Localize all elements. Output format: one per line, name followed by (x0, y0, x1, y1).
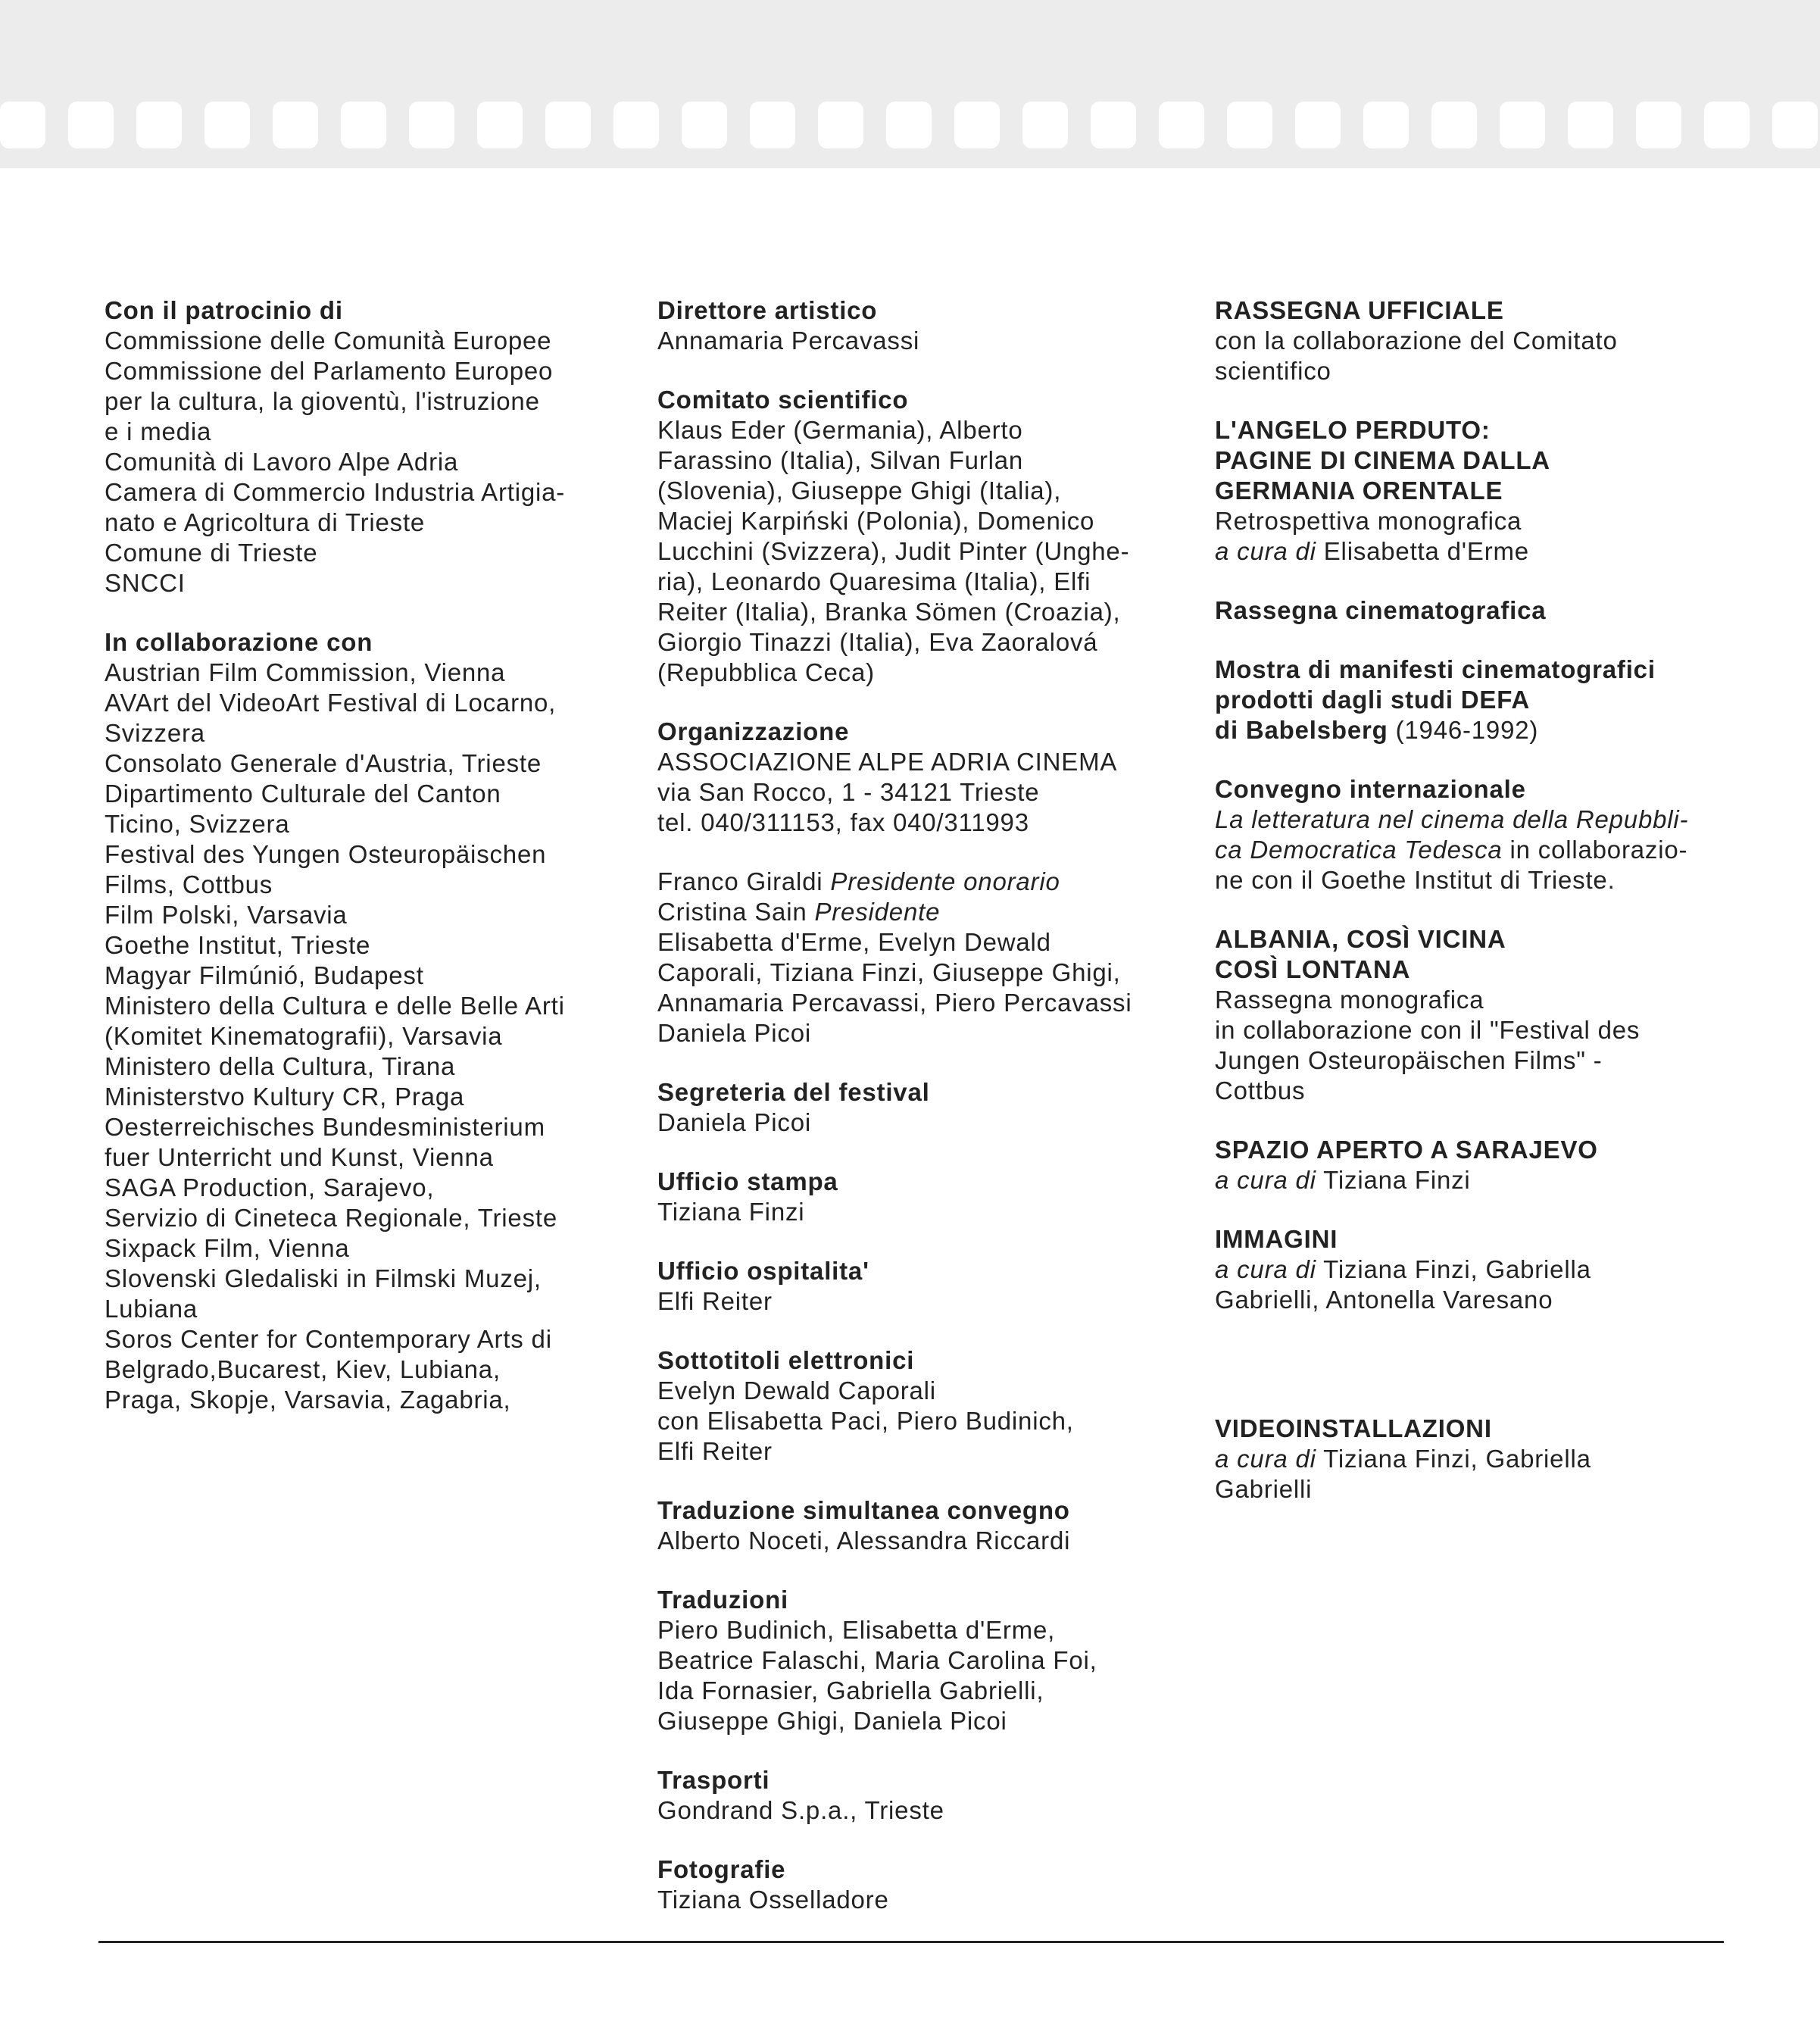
text-line: Films, Cottbus (105, 870, 273, 898)
italic-text: Presidente (814, 898, 941, 926)
section-heading: Direttore artistico (657, 296, 878, 324)
text-line: Lubiana (105, 1295, 198, 1323)
text-line: Piero Budinich, Elisabetta d'Erme, (657, 1616, 1056, 1644)
section-heading: PAGINE DI CINEMA DALLA (1215, 446, 1550, 474)
perforation-hole (1363, 102, 1409, 148)
perforation-hole (273, 102, 318, 148)
film-perforations (0, 102, 1820, 148)
text-line: Consolato Generale d'Austria, Trieste (105, 749, 542, 777)
text-segment: Daniela Picoi (657, 1019, 812, 1047)
italic-text: Presidente onorario (830, 867, 1060, 895)
perforation-hole (1295, 102, 1341, 148)
text-line: Elfi Reiter (657, 1287, 773, 1315)
text-line: nato e Agricoltura di Trieste (105, 508, 426, 536)
section-heading: Trasporti (657, 1766, 770, 1794)
text-segment: Rassegna monografica (1215, 986, 1484, 1014)
section-heading: RASSEGNA UFFICIALE (1215, 296, 1504, 324)
text-line: per la cultura, la gioventù, l'istruzione (105, 387, 540, 415)
perforation-hole (1227, 102, 1272, 148)
perforation-hole (1159, 102, 1204, 148)
text-line: fuer Unterricht und Kunst, Vienna (105, 1143, 494, 1171)
text-line (657, 867, 1188, 897)
text-line: SNCCI (105, 569, 186, 597)
text-line (1215, 865, 1745, 895)
italic-text: La letteratura nel cinema della Repubbli- (1215, 805, 1689, 833)
text-line: Giorgio Tinazzi (Italia), Eva Zaoralová (657, 628, 1098, 656)
text-line: tel. 040/311153, fax 040/311993 (657, 808, 1029, 836)
column-patrons (105, 295, 620, 1444)
text-line: Soros Center for Contemporary Arts di (105, 1325, 552, 1353)
text-line: (Slovenia), Giuseppe Ghigi (Italia), (657, 477, 1062, 505)
perforation-hole (477, 102, 523, 148)
text-line (1215, 506, 1745, 536)
section (657, 1077, 1188, 1138)
text-line: Tiziana Osselladore (657, 1886, 889, 1914)
text-line (1215, 715, 1745, 745)
section-heading: Organizzazione (657, 717, 850, 745)
text-line: Belgrado,Bucarest, Kiev, Lubiana, (105, 1355, 501, 1383)
column-staff (657, 295, 1188, 1944)
text-line: Evelyn Dewald Caporali (657, 1376, 936, 1405)
text-segment: scientifico (1215, 357, 1331, 385)
section (1215, 415, 1745, 567)
text-line: Tiziana Finzi (657, 1198, 805, 1226)
italic-text: a cura di (1215, 1166, 1316, 1194)
section (1215, 1135, 1745, 1195)
italic-text: a cura di (1215, 1445, 1316, 1473)
text-line: Film Polski, Varsavia (105, 901, 348, 929)
section (657, 1495, 1188, 1556)
text-line: e i media (105, 417, 212, 445)
perforation-hole (1704, 102, 1750, 148)
text-line (1215, 326, 1745, 356)
text-line: Slovenski Gledaliski in Filmski Muzej, (105, 1264, 542, 1292)
text-line: AVArt del VideoArt Festival di Locarno, (105, 689, 557, 717)
text-line: Magyar Filmúnió, Budapest (105, 961, 424, 989)
text-line: con Elisabetta Paci, Piero Budinich, (657, 1407, 1074, 1435)
text-line: Ida Fornasier, Gabriella Gabrielli, (657, 1676, 1044, 1704)
text-line: Commissione delle Comunità Europee (105, 327, 552, 355)
section (657, 1854, 1188, 1915)
text-line: Ministero della Cultura e delle Belle Arti (105, 992, 565, 1020)
text-line: Giuseppe Ghigi, Daniela Picoi (657, 1707, 1007, 1735)
section-heading: Convegno internazionale (1215, 775, 1526, 803)
text-segment: Gabrielli, Antonella Varesano (1215, 1286, 1553, 1314)
section-heading: Mostra di manifesti cinematografici (1215, 655, 1656, 683)
text-line (657, 927, 1188, 958)
text-line (657, 1018, 1188, 1048)
text-line: Praga, Skopje, Varsavia, Zagabria, (105, 1386, 511, 1414)
text-line: Sixpack Film, Vienna (105, 1234, 350, 1262)
text-line: Daniela Picoi (657, 1108, 812, 1136)
text-line: Ministerstvo Kultury CR, Praga (105, 1083, 465, 1111)
text-line (1215, 356, 1745, 386)
text-segment: (1946-1992) (1388, 716, 1539, 744)
section-heading: Ufficio ospitalita' (657, 1257, 869, 1285)
section-heading: VIDEOINSTALLAZIONI (1215, 1414, 1492, 1442)
perforation-hole (136, 102, 182, 148)
section-heading: ALBANIA, COSÌ VICINA (1215, 925, 1506, 953)
perforation-hole (886, 102, 932, 148)
perforation-hole (1500, 102, 1545, 148)
section-heading: Con il patrocinio di (105, 296, 343, 324)
section (1215, 924, 1745, 1106)
text-line: Austrian Film Commission, Vienna (105, 658, 506, 686)
text-line: Elfi Reiter (657, 1437, 773, 1465)
section-heading: COSÌ LONTANA (1215, 955, 1411, 983)
section-heading: Fotografie (657, 1855, 786, 1883)
text-line (1215, 1076, 1745, 1106)
text-line (1215, 1045, 1745, 1076)
column-programme (1215, 295, 1745, 1533)
text-segment: Tiziana Finzi (1316, 1166, 1471, 1194)
text-line: Klaus Eder (Germania), Alberto (657, 416, 1023, 444)
section-heading: Sottotitoli elettronici (657, 1346, 915, 1374)
text-line (657, 988, 1188, 1018)
text-segment: ne con il Goethe Institut di Trieste. (1215, 866, 1616, 894)
text-segment: in collaborazione con il "Festival des (1215, 1016, 1640, 1044)
text-line: Alberto Noceti, Alessandra Riccardi (657, 1526, 1071, 1554)
italic-text: a cura di (1215, 1255, 1316, 1283)
filmstrip-header (0, 0, 1820, 168)
text-segment: Tiziana Finzi, Gabriella (1316, 1255, 1591, 1283)
section (1215, 1414, 1745, 1505)
text-line (1215, 1255, 1745, 1285)
text-line: Gondrand S.p.a., Trieste (657, 1796, 944, 1824)
perforation-hole (204, 102, 250, 148)
perforation-hole (818, 102, 863, 148)
text-line (1215, 805, 1745, 835)
text-line: Reiter (Italia), Branka Sömen (Croazia), (657, 598, 1121, 626)
section-heading: Comitato scientifico (657, 386, 909, 414)
section-heading: prodotti dagli studi DEFA (1215, 686, 1530, 714)
perforation-hole (1568, 102, 1613, 148)
section (1215, 595, 1745, 626)
text-line: Ticino, Svizzera (105, 810, 290, 838)
section (657, 1256, 1188, 1317)
text-segment: Retrospettiva monografica (1215, 507, 1522, 535)
perforation-hole (68, 102, 114, 148)
text-line: Goethe Institut, Trieste (105, 931, 371, 959)
perforation-hole (545, 102, 591, 148)
perforation-hole (0, 102, 45, 148)
text-line (1215, 1015, 1745, 1045)
section-heading: GERMANIA ORENTALE (1215, 477, 1503, 505)
section (105, 627, 620, 1415)
text-line: Svizzera (105, 719, 205, 747)
text-line (1215, 1165, 1745, 1195)
text-line (1215, 536, 1745, 567)
perforation-hole (409, 102, 454, 148)
text-line: (Repubblica Ceca) (657, 658, 875, 686)
perforation-hole (750, 102, 795, 148)
text-line: Comunità di Lavoro Alpe Adria (105, 448, 459, 476)
text-line: Comune di Trieste (105, 539, 318, 567)
section (1215, 1224, 1745, 1315)
text-segment: Cristina Sain (657, 898, 815, 926)
text-line: (Komitet Kinematografii), Varsavia (105, 1022, 503, 1050)
bottom-rule (98, 1941, 1724, 1943)
text-line: ria), Leonardo Quaresima (Italia), Elfi (657, 567, 1091, 595)
text-line (657, 958, 1188, 988)
text-line (1215, 1285, 1745, 1315)
text-line (1215, 835, 1745, 865)
perforation-hole (613, 102, 659, 148)
italic-text: a cura di (1215, 537, 1316, 565)
perforation-hole (1431, 102, 1477, 148)
text-line: Ministero della Cultura, Tirana (105, 1052, 456, 1080)
section (657, 867, 1188, 1048)
text-segment: Gabrielli (1215, 1475, 1313, 1503)
text-line: Farassino (Italia), Silvan Furlan (657, 446, 1024, 474)
section-heading: In collaborazione con (105, 628, 373, 656)
section (657, 385, 1188, 688)
perforation-hole (341, 102, 386, 148)
text-line: Dipartimento Culturale del Canton (105, 780, 501, 808)
italic-text: ca Democratica Tedesca (1215, 836, 1503, 864)
section-heading: IMMAGINI (1215, 1225, 1338, 1253)
section-heading: Traduzione simultanea convegno (657, 1496, 1070, 1524)
perforation-hole (954, 102, 1000, 148)
text-line (1215, 1444, 1745, 1474)
text-line (1215, 1474, 1745, 1505)
section (657, 717, 1188, 838)
text-segment: Elisabetta d'Erme, Evelyn Dewald (657, 928, 1051, 956)
text-line (657, 897, 1188, 927)
bold-text: di Babelsberg (1215, 716, 1388, 744)
text-segment: Jungen Osteuropäischen Films" - (1215, 1046, 1603, 1074)
text-line: Annamaria Percavassi (657, 327, 920, 355)
perforation-hole (682, 102, 727, 148)
section-heading: SPAZIO APERTO A SARAJEVO (1215, 1136, 1598, 1164)
text-segment: in collaborazio- (1502, 836, 1688, 864)
perforation-hole (1091, 102, 1136, 148)
text-line: Maciej Karpiński (Polonia), Domenico (657, 507, 1095, 535)
section-heading: Ufficio stampa (657, 1167, 838, 1195)
text-line: Camera di Commercio Industria Artigia- (105, 478, 566, 506)
text-line: Beatrice Falaschi, Maria Carolina Foi, (657, 1646, 1097, 1674)
text-segment: con la collaborazione del Comitato (1215, 327, 1618, 355)
text-segment: Annamaria Percavassi, Piero Percavassi (657, 989, 1132, 1017)
section (1215, 655, 1745, 745)
text-line: Festival des Yungen Osteuropäischen (105, 840, 547, 868)
section (657, 1765, 1188, 1826)
text-line: Servizio di Cineteca Regionale, Trieste (105, 1204, 557, 1232)
perforation-hole (1022, 102, 1068, 148)
perforation-hole (1772, 102, 1818, 148)
text-line (1215, 985, 1745, 1015)
section (1215, 295, 1745, 386)
text-line: Commissione del Parlamento Europeo (105, 357, 554, 385)
section-heading: Segreteria del festival (657, 1078, 930, 1106)
section-heading: Rassegna cinematografica (1215, 596, 1547, 624)
text-line: via San Rocco, 1 - 34121 Trieste (657, 778, 1040, 806)
perforation-hole (1636, 102, 1681, 148)
section-heading: L'ANGELO PERDUTO: (1215, 416, 1491, 444)
text-line: Oesterreichisches Bundesministerium (105, 1113, 545, 1141)
text-segment: Tiziana Finzi, Gabriella (1316, 1445, 1591, 1473)
text-line: Lucchini (Svizzera), Judit Pinter (Unghe- (657, 537, 1130, 565)
text-segment: Elisabetta d'Erme (1316, 537, 1529, 565)
section (657, 1585, 1188, 1736)
section (105, 295, 620, 598)
text-segment: Cottbus (1215, 1076, 1306, 1105)
text-segment: Caporali, Tiziana Finzi, Giuseppe Ghigi, (657, 958, 1121, 986)
text-line: ASSOCIAZIONE ALPE ADRIA CINEMA (657, 748, 1118, 776)
section (1215, 774, 1745, 895)
text-line: SAGA Production, Sarajevo, (105, 1173, 435, 1201)
section-heading: Traduzioni (657, 1586, 788, 1614)
section (657, 1167, 1188, 1227)
section (657, 295, 1188, 356)
section (657, 1345, 1188, 1467)
text-segment: Franco Giraldi (657, 867, 831, 895)
